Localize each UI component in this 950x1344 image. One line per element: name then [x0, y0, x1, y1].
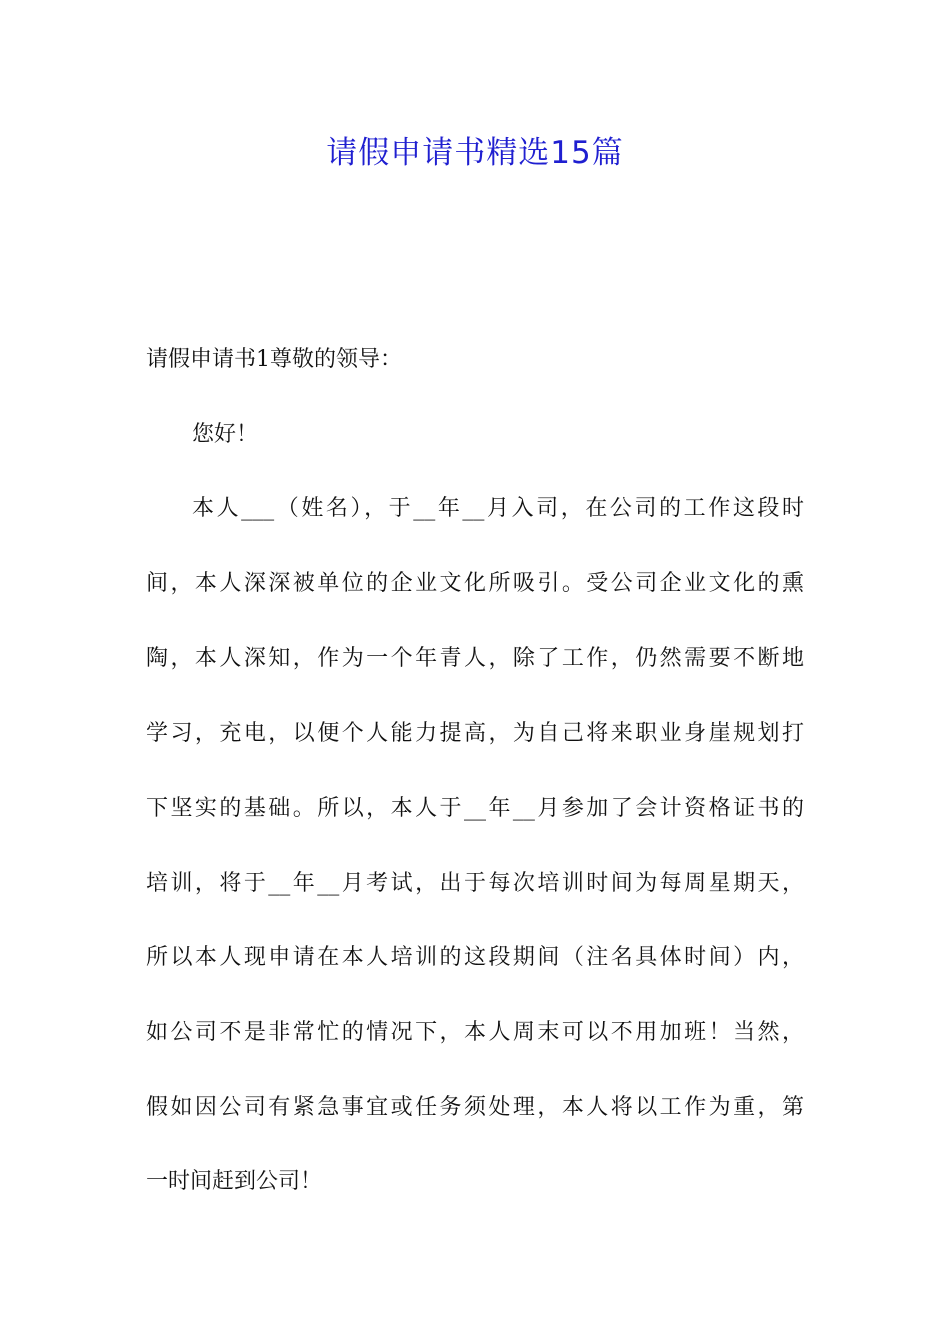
paragraph-line: 本人___（姓名），于__年__月入司，在公司的工作这段时 [192, 496, 804, 521]
paragraph-line: 一时间赶到公司！ [146, 1169, 323, 1194]
paragraph-line: 学习，充电，以便个人能力提高，为自己将来职业身崖规划打 [146, 721, 804, 746]
paragraph-line: 间，本人深深被单位的企业文化所吸引。受公司企业文化的熏 [146, 571, 804, 596]
paragraph-line: 陶，本人深知，作为一个年青人，除了工作，仍然需要不断地 [146, 646, 804, 671]
document-title: 请假申请书精选15篇 [326, 135, 624, 171]
paragraph-line: 假如因公司有紧急事宜或任务须处理，本人将以工作为重，第 [146, 1095, 804, 1120]
letter-heading-line: 请假申请书1尊敬的领导： [146, 347, 402, 372]
paragraph-line: 培训，将于__年__月考试，出于每次培训时间为每周星期天， [146, 871, 804, 896]
paragraph-line: 所以本人现申请在本人培训的这段期间（注名具体时间）内， [146, 945, 804, 970]
letter-greeting: 您好！ [192, 422, 259, 447]
paragraph-line: 下坚实的基础。所以，本人于__年__月参加了会计资格证书的 [146, 796, 804, 821]
paragraph-line: 如公司不是非常忙的情况下，本人周末可以不用加班！当然， [146, 1020, 804, 1045]
